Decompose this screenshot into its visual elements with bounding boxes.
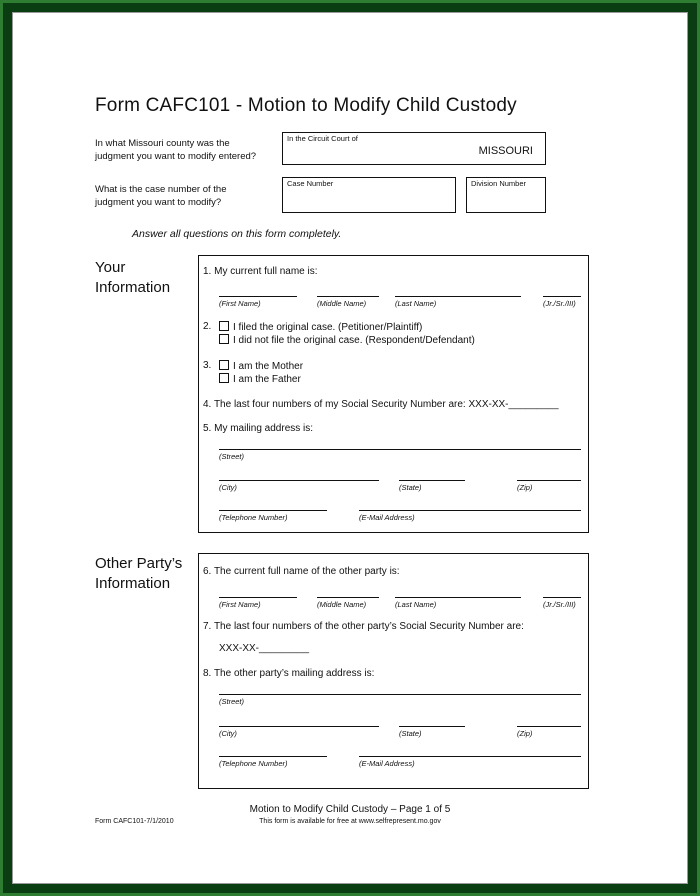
state-line[interactable]	[399, 480, 465, 481]
zip-label: (Zip)	[517, 483, 533, 492]
other-first-name-line[interactable]	[219, 597, 297, 598]
question-5: 5. My mailing address is:	[203, 423, 314, 434]
circuit-court-field[interactable]	[282, 132, 546, 165]
question-8: 8. The other party’s mailing address is:	[203, 668, 375, 679]
footer-form-code: Form CAFC101-7/1/2010	[95, 818, 174, 825]
other-city-label: (City)	[219, 729, 237, 738]
option-respondent[interactable]: I did not file the original case. (Respondent/Defendant)	[219, 334, 475, 346]
other-ssn-value[interactable]: XXX-XX-_________	[219, 643, 310, 654]
first-name-line[interactable]	[219, 296, 297, 297]
other-first-name-label: (First Name)	[219, 600, 261, 609]
street-label: (Street)	[219, 452, 245, 461]
other-state-label: (State)	[399, 729, 422, 738]
suffix-line[interactable]	[543, 296, 581, 297]
question-1: 1. My current full name is:	[203, 266, 318, 277]
your-information-section	[198, 255, 589, 533]
other-middle-name-label: (Middle Name)	[317, 600, 367, 609]
other-last-name-line[interactable]	[395, 597, 521, 598]
telephone-label: (Telephone Number)	[219, 513, 288, 522]
other-street-line[interactable]	[219, 694, 581, 695]
question-6: 6. The current full name of the other party is:	[203, 566, 400, 577]
other-party-heading: Other Party’s Information	[95, 555, 183, 592]
middle-name-line[interactable]	[317, 296, 379, 297]
other-suffix-label: (Jr./Sr./III)	[543, 600, 576, 609]
circuit-court-label: In the Circuit Court of	[287, 134, 358, 143]
middle-name-label: (Middle Name)	[317, 299, 367, 308]
suffix-label: (Jr./Sr./III)	[543, 299, 576, 308]
other-email-line[interactable]	[359, 756, 581, 757]
question-4: 4. The last four numbers of my Social Security Number are: XXX-XX-_________	[203, 399, 559, 410]
county-question: In what Missouri county was the judgment you want to modify entered?	[95, 138, 257, 162]
footer-availability: This form is available for free at www.selfrepresent.mo.gov	[259, 818, 441, 825]
case-number-label: Case Number	[287, 179, 334, 188]
other-street-label: (Street)	[219, 697, 245, 706]
checkbox[interactable]	[219, 360, 229, 370]
state-value: MISSOURI	[478, 145, 533, 157]
other-telephone-line[interactable]	[219, 756, 327, 757]
division-number-field[interactable]	[466, 177, 546, 213]
zip-line[interactable]	[517, 480, 581, 481]
email-label: (E-Mail Address)	[359, 513, 415, 522]
other-zip-line[interactable]	[517, 726, 581, 727]
state-label: (State)	[399, 483, 422, 492]
question-3-number: 3.	[203, 360, 212, 371]
form-title: Form CAFC101 - Motion to Modify Child Custody	[95, 95, 517, 116]
other-last-name-label: (Last Name)	[395, 600, 437, 609]
other-email-label: (E-Mail Address)	[359, 759, 415, 768]
option-father[interactable]: I am the Father	[219, 373, 301, 385]
first-name-label: (First Name)	[219, 299, 261, 308]
city-label: (City)	[219, 483, 237, 492]
last-name-line[interactable]	[395, 296, 521, 297]
other-city-line[interactable]	[219, 726, 379, 727]
last-name-label: (Last Name)	[395, 299, 437, 308]
form-page	[12, 12, 688, 884]
checkbox[interactable]	[219, 321, 229, 331]
instruction-text: Answer all questions on this form completely.	[132, 228, 342, 240]
other-zip-label: (Zip)	[517, 729, 533, 738]
question-2-number: 2.	[203, 321, 212, 332]
street-line[interactable]	[219, 449, 581, 450]
other-middle-name-line[interactable]	[317, 597, 379, 598]
telephone-line[interactable]	[219, 510, 327, 511]
checkbox[interactable]	[219, 334, 229, 344]
other-state-line[interactable]	[399, 726, 465, 727]
question-7: 7. The last four numbers of the other party’s Social Security Number are:	[203, 621, 524, 632]
other-telephone-label: (Telephone Number)	[219, 759, 288, 768]
other-suffix-line[interactable]	[543, 597, 581, 598]
checkbox[interactable]	[219, 373, 229, 383]
email-line[interactable]	[359, 510, 581, 511]
division-number-label: Division Number	[471, 179, 527, 188]
city-line[interactable]	[219, 480, 379, 481]
your-information-heading: Your Information	[95, 259, 171, 296]
footer-title: Motion to Modify Child Custody – Page 1 of 5	[249, 804, 451, 815]
option-petitioner[interactable]: I filed the original case. (Petitioner/Plaintiff)	[219, 321, 422, 333]
case-number-field[interactable]	[282, 177, 456, 213]
other-party-section	[198, 553, 589, 789]
option-mother[interactable]: I am the Mother	[219, 360, 303, 372]
case-question: What is the case number of the judgment you want to modify?	[95, 184, 227, 208]
